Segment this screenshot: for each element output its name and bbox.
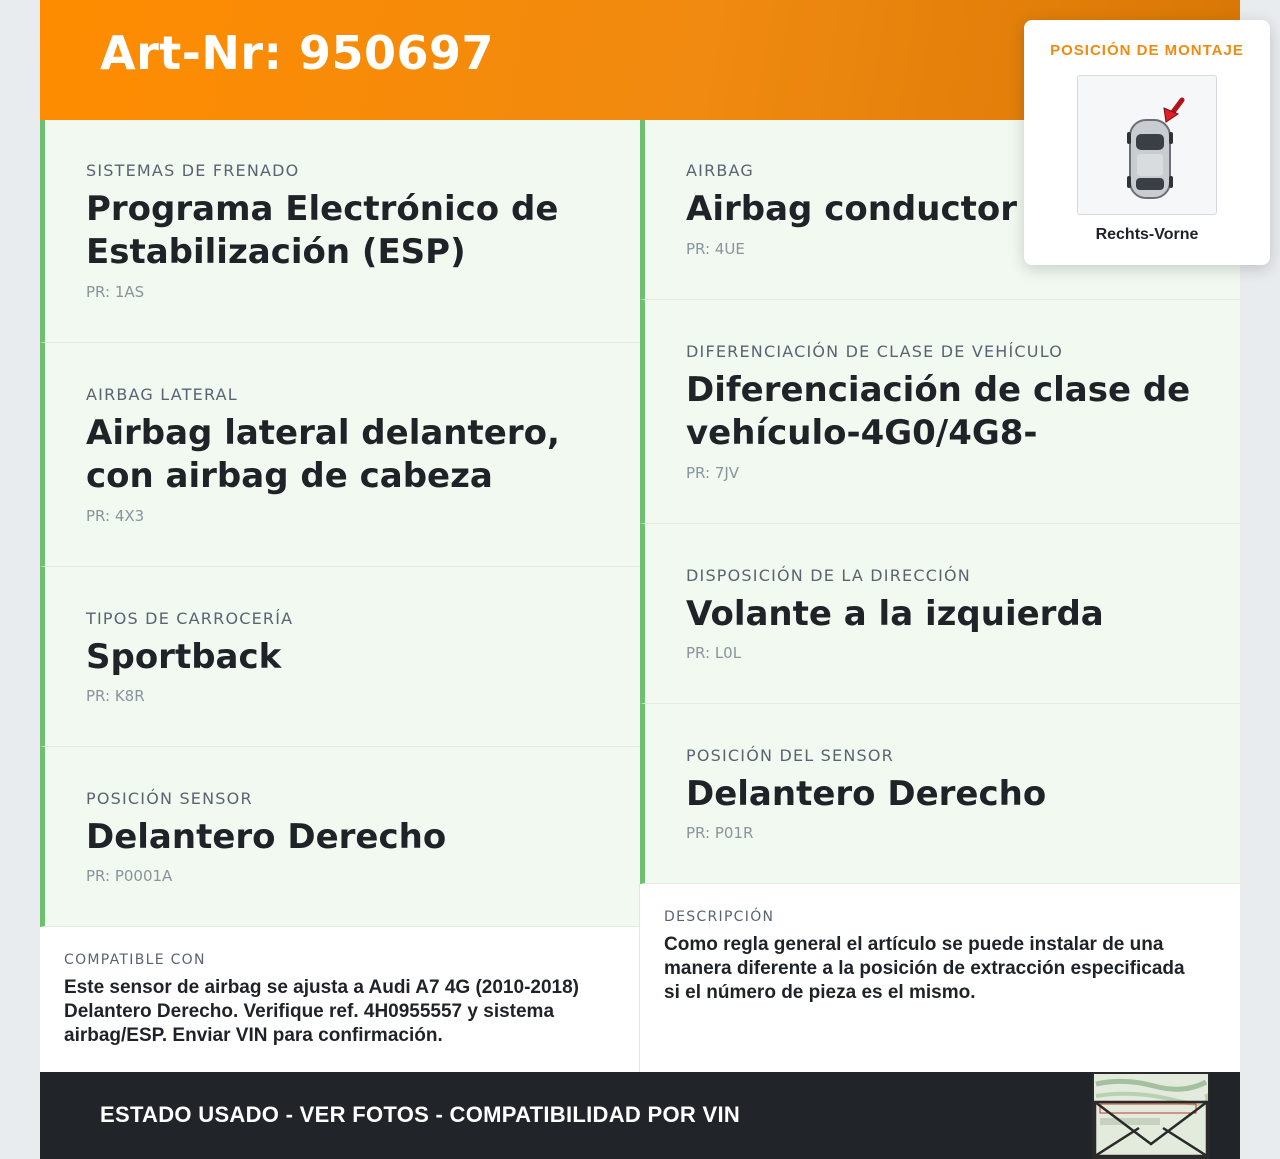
spec-card-steering [640, 524, 1240, 704]
spec-card-sensor-position-right [640, 704, 1240, 884]
spec-pr-code: PR: K8R [86, 687, 145, 705]
spec-card-vehicle-class [640, 300, 1240, 524]
compatible-text: Este sensor de airbag se ajusta a Audi A7 4G (2010-2018) Delantero Derecho. Verifique ref. 4H0955557 y sistema airbag/ESP. Enviar VIN para confirmación. [64, 977, 579, 1046]
spec-pr-code: PR: 4UE [686, 240, 745, 258]
spec-pr-code: PR: 4X3 [86, 507, 145, 525]
description-text: Como regla general el artículo se puede instalar de una manera diferente a la posición de extracción especificada si el número de pieza es el mismo. [664, 934, 1185, 1003]
spec-card-sensor-position [40, 747, 640, 927]
spec-card-brakes [40, 120, 640, 343]
product-sheet [40, 0, 1244, 1159]
compatible-section [40, 927, 639, 1072]
document-stamp-image [1092, 1072, 1210, 1159]
spec-card-side-airbag [40, 343, 640, 567]
spec-category: TIPOS DE CARROCERÍA [86, 609, 294, 628]
car-position-image[interactable] [1077, 75, 1217, 215]
spec-value: Airbag conductor [686, 189, 1017, 229]
spec-pr-code: PR: L0L [686, 644, 742, 662]
spec-category: SISTEMAS DE FRENADO [86, 161, 300, 180]
spec-category: DIFERENCIACIÓN DE CLASE DE VEHÍCULO [686, 342, 1064, 361]
spec-card-body-type [40, 567, 640, 747]
spec-pr-code: PR: P0001A [86, 867, 173, 885]
spec-pr-code: PR: P01R [686, 824, 754, 842]
mounting-position-card [1024, 20, 1270, 265]
spec-value: Airbag lateral delantero, con airbag de cabeza [86, 413, 560, 496]
compatible-title: COMPATIBLE CON [64, 952, 206, 968]
mounting-title: POSICIÓN DE MONTAJE [1050, 42, 1244, 59]
description-title: DESCRIPCIÓN [664, 909, 775, 925]
spec-pr-code: PR: 1AS [86, 283, 145, 301]
spec-value: Diferenciación de clase de vehículo-4G0/4G8- [686, 370, 1191, 453]
spec-value: Sportback [86, 637, 282, 677]
article-number-title: Art-Nr: 950697 [100, 26, 495, 80]
spec-category: AIRBAG LATERAL [86, 385, 238, 404]
car-top-view-icon [1078, 76, 1216, 214]
footer-bar [40, 1072, 1240, 1159]
spec-category: AIRBAG [686, 161, 755, 180]
spec-value: Volante a la izquierda [686, 594, 1104, 634]
mounting-position-label: Rechts-Vorne [1095, 226, 1199, 243]
spec-category: POSICIÓN SENSOR [86, 789, 253, 808]
spec-value: Delantero Derecho [86, 817, 447, 857]
spec-category: DISPOSICIÓN DE LA DIRECCIÓN [686, 566, 971, 585]
spec-value: Delantero Derecho [686, 774, 1047, 814]
footer-status-text: ESTADO USADO - VER FOTOS - COMPATIBILIDAD POR VIN [100, 1102, 741, 1127]
envelope-icon [1094, 1074, 1208, 1157]
left-spec-column [40, 120, 640, 927]
description-section [640, 884, 1240, 1072]
spec-category: POSICIÓN DEL SENSOR [686, 746, 894, 765]
notes-divider [639, 884, 640, 1072]
spec-pr-code: PR: 7JV [686, 464, 740, 482]
spec-value: Programa Electrónico de Estabilización (ESP) [86, 189, 559, 272]
